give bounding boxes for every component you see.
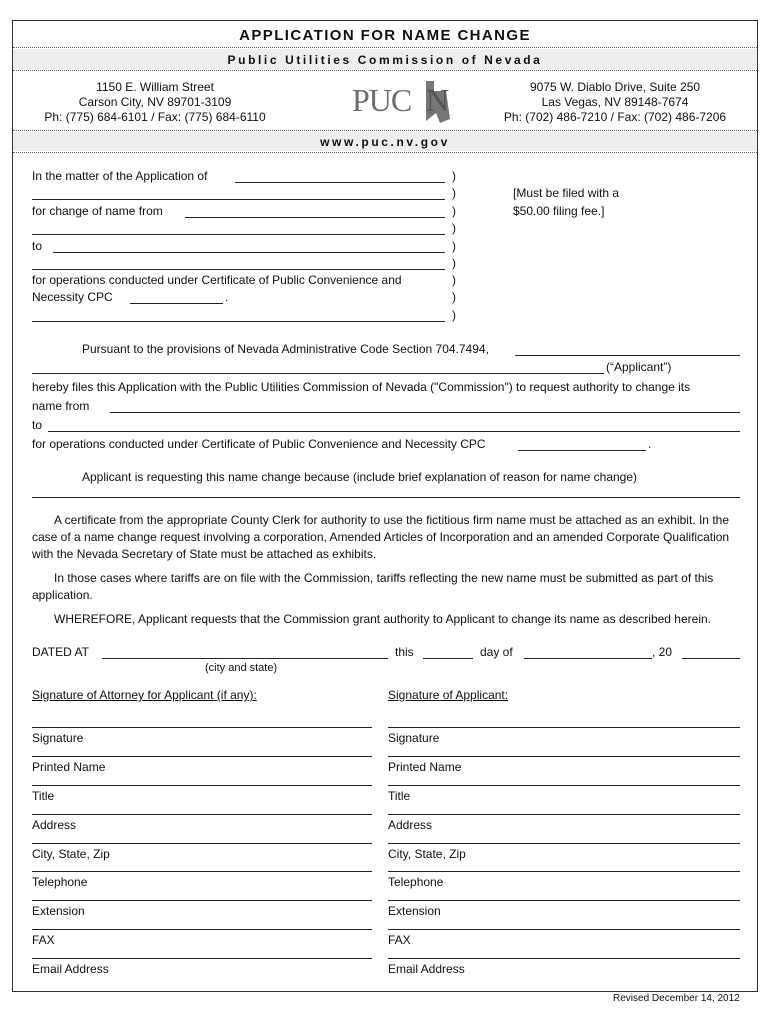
attorney-heading: Signature of Attorney for Applicant (if any): [32, 688, 257, 702]
applicant-signature-line[interactable] [388, 727, 740, 728]
new-name-field[interactable] [53, 252, 445, 253]
hereby-files-text: hereby files this Application with the Public Utilities Commission of Nevada ("Commission") to request authority to change its [32, 380, 691, 394]
reason-text: Applicant is requesting this name change because (include brief explanation of reason for name change) [82, 470, 638, 484]
attorney-email-line[interactable] [32, 958, 372, 959]
old-name-field-2[interactable] [32, 234, 445, 235]
attorney-field-label: Telephone [32, 875, 88, 889]
new-name-field-2[interactable] [32, 269, 445, 270]
applicant-printed-name-line[interactable] [388, 756, 740, 757]
fee-note-line1: [Must be filed with a [513, 186, 620, 200]
website-bottom-divider [13, 152, 757, 153]
to-label: to [32, 239, 43, 253]
reason-field[interactable] [32, 497, 740, 498]
change-from-label: for change of name from [32, 204, 163, 218]
year-field[interactable] [682, 658, 740, 659]
caption-paren: ) [452, 186, 456, 200]
cpc-body-period: . [648, 437, 652, 451]
city-state-caption: (city and state) [205, 662, 278, 674]
attorney-extension-line[interactable] [32, 900, 372, 901]
attorney-city-state-zip-line[interactable] [32, 843, 372, 844]
title-divider [13, 47, 757, 48]
certificate-paragraph: A certificate from the appropriate County Clerk for authority to use the fictitious firm name must be attached as an exhibit. In the case of a name change request involving a corporation, Amended Articles of Incorporation and an amended Corporate Qualification with the Nevada Secretary of State must be attached as exhibits. [32, 513, 730, 561]
right-office-line2: Las Vegas, NV 89148-7674 [541, 95, 689, 109]
caption-paren: ) [452, 221, 456, 235]
applicant-city-state-zip-line[interactable] [388, 843, 740, 844]
name-to-field[interactable] [48, 431, 740, 432]
attorney-title-line[interactable] [32, 785, 372, 786]
applicant-tag: (“Applicant”) [606, 360, 672, 374]
pucn-logo [352, 75, 452, 125]
wherefore-paragraph: WHEREFORE, Applicant requests that the Commission grant authority to Applicant to change its name as described herein. [54, 612, 711, 626]
applicant-field-label: Extension [388, 904, 441, 918]
attorney-field-label: Title [32, 789, 55, 803]
name-from-field[interactable] [110, 412, 740, 413]
attorney-fax-line[interactable] [32, 929, 372, 930]
caption-paren: ) [452, 256, 456, 270]
attorney-field-label: FAX [32, 933, 55, 947]
applicant-heading: Signature of Applicant: [388, 688, 509, 702]
applicant-field-label: Telephone [388, 875, 444, 889]
attorney-signature-line[interactable] [32, 727, 372, 728]
attorney-field-label: Extension [32, 904, 85, 918]
caption-paren: ) [452, 308, 456, 322]
day-field[interactable] [423, 658, 473, 659]
city-state-field[interactable] [102, 658, 388, 659]
attorney-field-label: City, State, Zip [32, 847, 110, 861]
caption-paren: ) [452, 239, 456, 253]
dated-at-label: DATED AT [32, 645, 89, 659]
applicant-field-label: Address [388, 818, 433, 832]
right-office-line1: 9075 W. Diablo Drive, Suite 250 [529, 80, 701, 94]
attorney-telephone-line[interactable] [32, 871, 372, 872]
caption-paren: ) [452, 169, 456, 183]
tariffs-paragraph: In those cases where tariffs are on file with the Commission, tariffs reflecting the new name must be submitted as part of this application. [32, 571, 714, 602]
day-of-label: day of [480, 645, 513, 659]
left-office-line3: Ph: (775) 684-6101 / Fax: (775) 684-6110 [44, 110, 266, 124]
to-body-label: to [32, 418, 43, 432]
applicant-field-label: Signature [388, 731, 440, 745]
operations-body-text: for operations conducted under Certificate of Public Convenience and Necessity CPC [32, 437, 486, 451]
attorney-field-label: Address [32, 818, 77, 832]
attorney-printed-name-line[interactable] [32, 756, 372, 757]
applicant-name-body-field[interactable] [515, 355, 740, 356]
attorney-field-label: Email Address [32, 962, 109, 976]
subtitle-divider [13, 70, 757, 71]
necessity-label: Necessity CPC [32, 290, 113, 304]
svg-text:PUC: PUC [352, 82, 412, 118]
pursuant-text: Pursuant to the provisions of Nevada Administrative Code Section 704.7494, [82, 342, 489, 356]
cpc-period: . [225, 290, 229, 304]
caption-extra-field[interactable] [32, 321, 445, 322]
applicant-field-label: Title [388, 789, 411, 803]
caption-paren: ) [452, 204, 456, 218]
revised-date: Revised December 14, 2012 [613, 993, 740, 1004]
applicant-email-line[interactable] [388, 958, 740, 959]
right-office-line3: Ph: (702) 486-7210 / Fax: (702) 486-7206 [503, 110, 727, 124]
cpc-body-field[interactable] [518, 450, 646, 451]
left-office-line2: Carson City, NV 89701-3109 [78, 95, 232, 109]
applicant-extension-line[interactable] [388, 900, 740, 901]
svg-text:N: N [426, 82, 450, 118]
operations-label: for operations conducted under Certificate of Public Convenience and [32, 273, 402, 287]
applicant-field-label: Printed Name [388, 760, 462, 774]
applicant-field-label: City, State, Zip [388, 847, 466, 861]
attorney-field-label: Printed Name [32, 760, 106, 774]
attorney-field-label: Signature [32, 731, 84, 745]
caption-paren: ) [452, 290, 456, 304]
cpc-number-field[interactable] [130, 303, 223, 304]
this-label: this [395, 645, 414, 659]
caption-paren: ) [452, 273, 456, 287]
applicant-title-line[interactable] [388, 785, 740, 786]
website-top-divider [13, 130, 757, 131]
left-office-line1: 1150 E. William Street [96, 80, 214, 94]
applicant-name-field-2[interactable] [32, 199, 445, 200]
website: www.puc.nv.gov [320, 135, 450, 149]
form-title: APPLICATION FOR NAME CHANGE [239, 27, 531, 44]
applicant-name-body-field-2[interactable] [32, 373, 604, 374]
form-frame [12, 20, 758, 992]
matter-label: In the matter of the Application of [32, 169, 208, 183]
applicant-telephone-line[interactable] [388, 871, 740, 872]
applicant-field-label: FAX [388, 933, 411, 947]
applicant-name-field[interactable] [235, 182, 445, 183]
form-subtitle: Public Utilities Commission of Nevada [227, 53, 543, 67]
old-name-field[interactable] [185, 217, 445, 218]
attorney-address-line[interactable] [32, 814, 372, 815]
name-from-label: name from [32, 399, 90, 413]
applicant-address-line[interactable] [388, 814, 740, 815]
year-prefix: , 20 [652, 645, 673, 659]
fee-note-line2: $50.00 filing fee.] [513, 204, 605, 218]
month-field[interactable] [524, 658, 652, 659]
applicant-field-label: Email Address [388, 962, 465, 976]
applicant-fax-line[interactable] [388, 929, 740, 930]
